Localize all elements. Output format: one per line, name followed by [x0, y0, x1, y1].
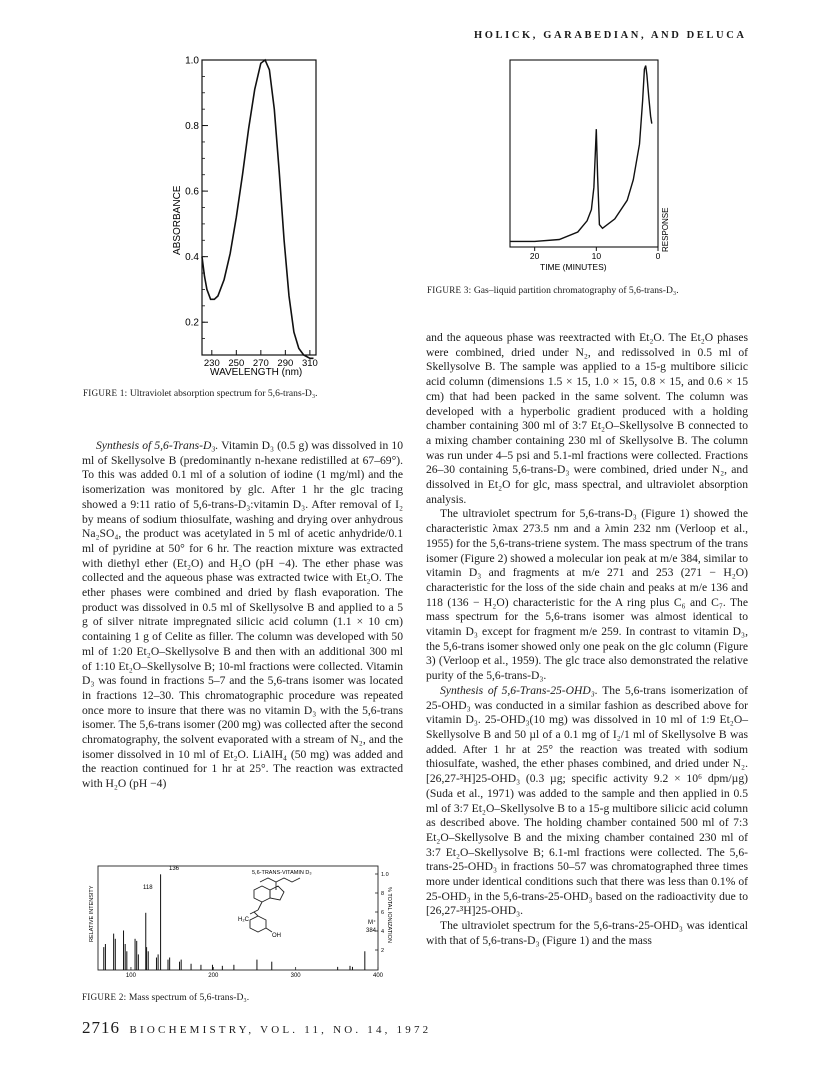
fig2-right-tick-label: 2: [381, 948, 385, 954]
fig1-absorbance-curve: [202, 60, 314, 358]
right-column-text: [426, 331, 748, 949]
fig3-xtick-label: 10: [591, 251, 602, 261]
fig1-ytick-label: 0.4: [185, 252, 199, 264]
fig2-h2c: H₂C: [238, 917, 249, 923]
page-footer: [82, 1018, 431, 1038]
section-heading-trans-d3: Synthesis of 5,6-Trans-D₃.: [96, 439, 219, 452]
fig2-right-tick-label: 1.0: [381, 872, 389, 878]
fig3-xlabel: TIME (MINUTES): [540, 262, 607, 272]
fig2-xtick-label: 400: [372, 973, 384, 979]
page-number: 2716: [82, 1018, 120, 1037]
running-header: HOLICK, GARABEDIAN, AND DELUCA: [474, 30, 747, 41]
fig2-mplus: M⁺: [368, 920, 377, 926]
fig2-right-tick-label: 8: [381, 891, 385, 897]
fig1-ylabel: ABSORBANCE: [172, 185, 183, 255]
fig3-xtick-label: 0: [655, 251, 661, 261]
fig2-xtick-label: 300: [290, 973, 301, 979]
left-column-text: [82, 439, 403, 792]
figure-1-uv-spectrum: [150, 50, 350, 380]
fig1-xtick-label: 230: [203, 358, 220, 369]
figure-3-glc-chromatogram: [490, 52, 690, 274]
fig3-plot-frame: [510, 60, 658, 247]
fig2-right-tick-label: 6: [381, 910, 385, 916]
right-paragraph-4: The ultraviolet spectrum for the 5,6-trans-25-OHD₃ was identical with that of 5,6-trans-D₃ (Figure 1) and the mass: [426, 919, 748, 947]
fig2-xtick-label: 200: [208, 973, 219, 979]
fig2-mplus-value: 384: [366, 928, 377, 934]
fig1-plot-frame: [202, 60, 316, 355]
journal-citation: BIOCHEMISTRY, VOL. 11, NO. 14, 1972: [129, 1024, 432, 1036]
fig2-right-tick-label: 4: [381, 929, 385, 935]
fig1-caption-text: Ultraviolet absorption spectrum for 5,6-trans-D₃.: [129, 388, 318, 399]
fig1-ytick-label: 0.8: [185, 121, 199, 133]
fig2-compound-label: 5,6-TRANS-VITAMIN D₃: [252, 870, 312, 876]
right-paragraph-3: The 5,6-trans isomerization of 25-OHD₃ was conducted in a similar fashion as described above for vitamin D₃. 25-OHD₃(10 mg) was dissolved in 10 ml of 1:9 Et₂O–Skellysolve B and 50 µl of a 0.1 mg of I₂/1 ml of Skellysolve B was added. After 1 hr at 25° the reaction was treated with sodium thiosulfate, washed, the ether phases combined, and dried under N₂. [26,27-³H]25-OHD₃ (0.3 µg; specific activity 9.2 × 10⁶ dpm/µg) (Suda et al., 1971) was added to the sample and then applied in 0.5 ml of 3:7 Et₂O–Skellysolve B to a 15-g multibore silicic acid column as described above. The holding chamber contained 500 ml of 7:3 Et₂O–Skellysolve B and the mixing chamber contained 230 ml of 3:7 Et₂O–Skellysolve B; 6.1-ml fractions were collected. The 5,6-trans-25-OHD₃ in fractions 50–57 was chromatographed three times more under identical conditions such that there was less than 0.1% of 25-OHD₃ in the 5,6-trans-25-OHD₃ based on the radioactivity due to [26,27-³H]25-OHD₃.: [426, 683, 748, 918]
fig3-response-trace: [510, 66, 652, 242]
fig3-caption-label: FIGURE 3:: [427, 285, 472, 295]
fig1-xlabel: WAVELENGTH (nm): [210, 367, 303, 378]
fig1-xtick-label: 250: [228, 358, 245, 369]
fig3-xtick-label: 20: [529, 251, 540, 261]
fig1-xtick-label: 310: [301, 358, 318, 369]
fig1-ytick-label: 1.0: [185, 55, 199, 67]
fig2-peak-136: 136: [169, 866, 180, 872]
fig2-caption-label: FIGURE 2:: [82, 992, 127, 1002]
fig2-structure-drawing: [250, 878, 300, 932]
fig1-ytick-label: 0.6: [185, 186, 199, 198]
fig1-xtick-label: 290: [277, 358, 294, 369]
fig3-caption-text: Gas–liquid partition chromatography of 5,6-trans-D₃.: [473, 285, 679, 296]
fig1-caption-label: FIGURE 1:: [83, 388, 128, 398]
figure-2-caption: [82, 992, 249, 1003]
fig2-ylabel-left: RELATIVE INTENSITY: [89, 885, 95, 942]
fig2-ylabel-right: % TOTAL IONIZATION: [386, 887, 392, 943]
figure-1-caption: [83, 388, 318, 399]
left-paragraph-1: Vitamin D₃ (0.5 g) was dissolved in 10 ml of Skellysolve B (predominantly n-hexane redistilled at 67–69°). To this was added 0.1 ml of a solution of iodine (1 mg/ml) and the isomerization was monitored by glc. After 1 hr the glc tracing showed a 9:11 ratio of 5,6-trans-D₃:vitamin D₃. After removal of I₂ by means of sodium thiosulfate, washing and drying over anhydrous Na₂SO₄, the product was acetylated in 5 ml of acetic anhydride/0.1 ml of pyridine at 50° for 6 hr. The reaction mixture was extracted with diethyl ether (Et₂O) and H₂O (pH −4). The ether phase was collected and the aqueous phase was extracted twice with Et₂O. The ether phases were combined and dried by flash evaporation. The product was dissolved in 0.5 ml of Skellysolve B and applied to a 5 g of silver nitrate impregnated silicic acid column (1.1 × 10 cm) containing 1 g of Celite as filler. The column was developed with 50 ml of 1:20 Et₂O–Skellysolve B and then with an additional 300 ml of 1:10 Et₂O–Skellysolve B; 10-ml fractions were collected. Vitamin D₃ was found in fractions 5–7 and the 5,6-trans isomer was located in fractions 12–30. This chromatographic procedure was repeated once more to insure that there was no vitamin D₃ with the 5,6-trans isomer. The 5,6-trans isomer (200 mg) was collected after the second chromatography, the solvent evaporated with a stream of N₂, and the isomer dissolved in 10 ml of Et₂O. LiAlH₄ (50 mg) was added and the reaction continued for 1 hr at 25°. The reaction was extracted with H₂O (pH −4): [82, 439, 403, 791]
right-paragraph-1: and the aqueous phase was reextracted with Et₂O. The Et₂O phases were combined, dried under N₂, and redissolved in 0.5 ml of Skellysolve B. The sample was applied to a 15-g multibore silicic acid column (dimensions 1.5 × 15, 1.0 × 15, 0.8 × 15, and 0.6 × 15 cm) that had been packed in the same solvent. The column was developed with a hyperbolic gradient produced with a holding chamber containing 300 ml of 3:7 Et₂O–Skellysolve B connected to a mixing chamber containing 230 ml of Skellysolve B. The column was run under 4–5 psi and 5.1-ml fractions were collected. Fractions 26–30 containing 5,6-trans-D₃ were combined, dried under N₂, and dissolved in Et₂O for glc, mass spectral, and ultraviolet absorption analysis.: [426, 331, 748, 506]
fig2-peak-118: 118: [143, 885, 153, 891]
right-paragraph-2: The ultraviolet spectrum for 5,6-trans-D₃ (Figure 1) showed the characteristic λmax 273.5 nm and a λmin 232 nm (Verloop et al., 1955) for the 5,6-trans-triene system. The mass spectrum of the trans isomer (Figure 2) showed a molecular ion peak at m/e 384, similar to vitamin D₃ and fragments at m/e 271 and 253 (271 − H₂O) characteristic for the loss of the side chain and peaks at m/e 136 and 118 (136 − H₂O) characteristic for the A ring plus C₆ and C₇. The mass spectrum for the 5,6-trans isomer was almost identical to vitamin D₃ except for fragment m/e 259. In contrast to vitamin D₃, the 5,6-trans isomer showed only one peak on the glc column (Figure 3) (Verloop et al., 1959). The glc trace also demonstrated the relative purity of the 5,6-trans-D₃.: [426, 507, 748, 683]
fig2-caption-text: Mass spectrum of 5,6-trans-D₃.: [128, 992, 250, 1003]
fig3-ylabel: RESPONSE: [661, 207, 670, 252]
fig1-ytick-label: 0.2: [185, 317, 199, 329]
section-heading-trans-25-ohd3: Synthesis of 5,6-Trans-25-OHD₃.: [440, 683, 598, 697]
fig1-xtick-label: 270: [252, 358, 269, 369]
figure-3-caption: [427, 285, 679, 296]
figure-2-mass-spectrum: [82, 862, 402, 982]
fig2-oh: OH: [272, 933, 281, 939]
fig2-xtick-label: 100: [125, 973, 136, 979]
